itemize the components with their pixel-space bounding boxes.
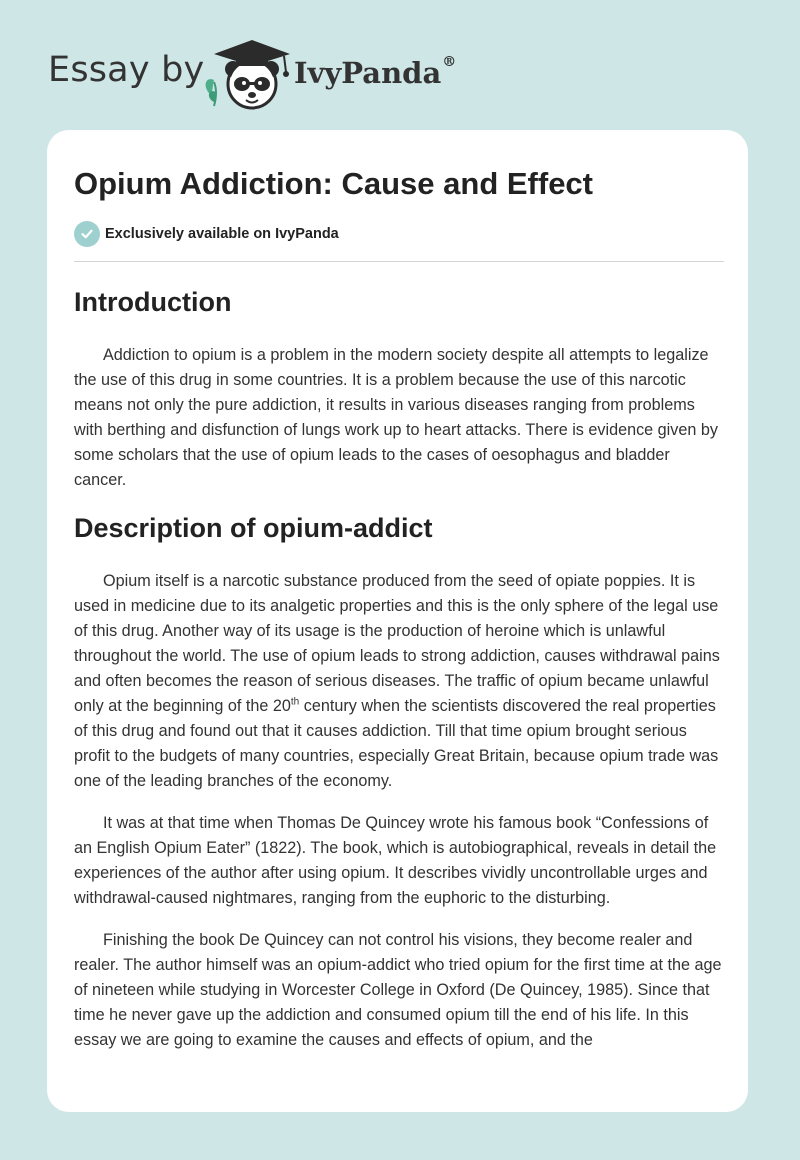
- check-icon: [74, 221, 100, 247]
- divider: [74, 261, 724, 262]
- paragraph: Addiction to opium is a problem in the modern society despite all attempts to legalize the use of this drug in some countries. It is a problem because the use of this narcotic means not only the pure addiction, it results in various diseases ranging from problems with berthing and disfunction of lungs work up to heart attacks. There is evidence given by some scholars that the use of opium leads to the cases of oesophagus and bladder cancer.: [74, 346, 718, 489]
- section-heading-description: Description of opium-addict: [74, 513, 433, 543]
- paragraph: Opium itself is a narcotic substance produced from the seed of opiate poppies. It is used in medicine due to its analgetic properties and this is the only sphere of the legal use of this drug. Another way of its usage is the production of heroine which is unlawful throughout the world. The use of opium leads to strong addiction, causes withdrawal pains and often becomes the reason of serious diseases. The traffic of opium became unlawful only at the beginning of the 20th century when the scientists discovered the real properties of this drug and found out that it causes addiction. Till that time opium brought serious profit to the budgets of many countries, especially Great Britain, because opium trade was one of the leading branches of the economy.: [74, 572, 720, 790]
- brand-name: IvyPanda: [294, 56, 442, 90]
- paragraph: It was at that time when Thomas De Quincey wrote his famous book “Confessions of an English Opium Eater” (1822). The book, which is autobiographical, reveals in detail the experiences of the author after using opium. It describes vividly uncontrollable urges and withdrawal-caused nightmares, ranging from the euphoric to the disturbing.: [74, 814, 717, 907]
- page-title: Opium Addiction: Cause and Effect: [74, 166, 593, 201]
- section-heading-introduction: Introduction: [74, 287, 232, 317]
- registered-mark: ®: [442, 54, 457, 70]
- brand-logo-text[interactable]: [294, 56, 456, 90]
- essay-by-label: Essay by: [48, 50, 205, 90]
- panda-graduate-icon[interactable]: [200, 36, 296, 112]
- article-card: [47, 130, 748, 1112]
- paragraph: Finishing the book De Quincey can not control his visions, they become realer and realer. The author himself was an opium-addict who tried opium for the first time at the age of nineteen while studying in Worcester College in Oxford (De Quincey, 1985). Since that time he never gave up the addiction and consumed opium till the end of his life. In this essay we are going to examine the causes and effects of opium, and the: [74, 931, 722, 1049]
- exclusive-badge: [74, 220, 339, 248]
- exclusive-label: Exclusively available on IvyPanda: [105, 226, 339, 242]
- site-header: [48, 36, 508, 116]
